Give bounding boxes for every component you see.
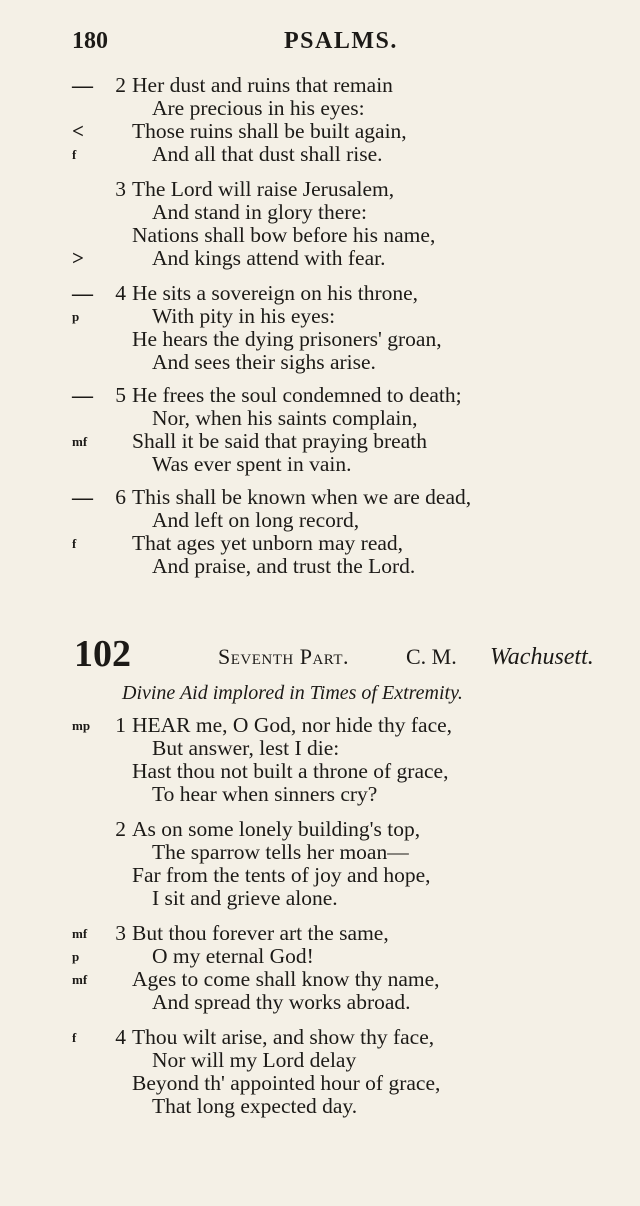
stanza [0, 282, 640, 374]
verse-line [0, 97, 640, 120]
verse-line [0, 887, 640, 910]
line-text: He frees the soul condemned to death; [132, 383, 462, 407]
page-header [0, 28, 640, 58]
verse-line [0, 351, 640, 374]
dynamic-mark: f [72, 1030, 77, 1045]
line-text: And spread thy works abroad. [152, 990, 411, 1014]
line-text: As on some lonely building's top, [132, 817, 421, 841]
line-text: And stand in glory there: [152, 200, 367, 224]
line-text: I sit and grieve alone. [152, 886, 338, 910]
stanza [0, 1026, 640, 1118]
dynamic-mark: p [72, 309, 80, 324]
verse-line [0, 1049, 640, 1072]
verse-line [0, 407, 640, 430]
verse-line [0, 841, 640, 864]
line-text: This shall be known when we are dead, [132, 485, 472, 509]
line-text: Was ever spent in vain. [152, 452, 352, 476]
verse-line [0, 247, 640, 270]
verse-line [0, 737, 640, 760]
dynamic-mark: mf [72, 972, 88, 987]
dynamic-mark: mp [72, 718, 91, 733]
hymn-part: Seventh Part. [218, 644, 350, 669]
line-text: But thou forever art the same, [132, 921, 389, 945]
page-number: 180 [72, 28, 108, 54]
dynamic-mark: — [72, 281, 93, 305]
verse-line [0, 991, 640, 1014]
line-text: But answer, lest I die: [152, 736, 340, 760]
dynamic-mark: f [72, 147, 77, 162]
hymn-heading [0, 632, 640, 676]
stanza [0, 178, 640, 270]
dynamic-mark: mf [72, 434, 88, 449]
dynamic-mark: — [72, 73, 93, 97]
verse-line [0, 509, 640, 532]
stanza-number: 2 [115, 817, 126, 841]
line-text: Those ruins shall be built again, [132, 119, 407, 143]
stanza [0, 384, 640, 476]
line-text: And praise, and trust the Lord. [152, 554, 416, 578]
verse-line [0, 328, 640, 351]
verse-line [0, 1072, 640, 1095]
line-text: Nations shall bow before his name, [132, 223, 436, 247]
line-text: To hear when sinners cry? [152, 782, 378, 806]
dynamic-mark: < [72, 119, 84, 143]
dynamic-mark: — [72, 383, 93, 407]
verse-line [0, 1095, 640, 1118]
verse-line [0, 143, 640, 166]
verse-line [0, 120, 640, 143]
stanza-number: 2 [115, 73, 126, 97]
stanza [0, 922, 640, 1014]
stanza-number: 3 [115, 921, 126, 945]
line-text: And all that dust shall rise. [152, 142, 383, 166]
dynamic-mark: mf [72, 926, 88, 941]
line-text: Hast thou not built a throne of grace, [132, 759, 449, 783]
dynamic-mark: — [72, 485, 93, 509]
verse-line [0, 760, 640, 783]
verse-line [0, 1026, 640, 1049]
line-text: Her dust and ruins that remain [132, 73, 393, 97]
stanza [0, 74, 640, 166]
verse-line [0, 384, 640, 407]
line-text: He hears the dying prisoners' groan, [132, 327, 442, 351]
verse-line [0, 282, 640, 305]
stanza-number: 6 [115, 485, 126, 509]
stanza [0, 486, 640, 578]
verse-line [0, 783, 640, 806]
verse-line [0, 968, 640, 991]
line-text: And kings attend with fear. [152, 246, 386, 270]
stanza-number: 4 [115, 281, 126, 305]
verse-line [0, 453, 640, 476]
line-text: The sparrow tells her moan— [152, 840, 409, 864]
line-text: That long expected day. [152, 1094, 358, 1118]
line-text: Beyond th' appointed hour of grace, [132, 1071, 441, 1095]
line-text: With pity in his eyes: [152, 304, 336, 328]
verse-line [0, 486, 640, 509]
verse-line [0, 224, 640, 247]
dynamic-mark: f [72, 536, 77, 551]
line-text: He sits a sovereign on his throne, [132, 281, 419, 305]
verse-line [0, 714, 640, 737]
line-text: HEAR me, O God, nor hide thy face, [132, 713, 453, 737]
verse-line [0, 178, 640, 201]
stanza-number: 4 [115, 1025, 126, 1049]
dynamic-mark: > [72, 246, 84, 270]
line-text: And left on long record, [152, 508, 360, 532]
stanza-number: 1 [115, 713, 126, 737]
line-text: That ages yet unborn may read, [132, 531, 404, 555]
hymn-meter: C. M. [406, 644, 457, 669]
verse-line [0, 305, 640, 328]
stanza [0, 818, 640, 910]
verse-line [0, 922, 640, 945]
hymn-tune: Wachusett. [490, 644, 594, 670]
stanza-number: 5 [115, 383, 126, 407]
line-text: O my eternal God! [152, 944, 314, 968]
hymn-number: 102 [74, 633, 131, 675]
line-text: Thou wilt arise, and show thy face, [132, 1025, 435, 1049]
verse-line [0, 555, 640, 578]
line-text: Nor, when his saints complain, [152, 406, 418, 430]
line-text: Far from the tents of joy and hope, [132, 863, 431, 887]
verse-line [0, 74, 640, 97]
line-text: And sees their sighs arise. [152, 350, 376, 374]
dynamic-mark: p [72, 949, 80, 964]
line-text: The Lord will raise Jerusalem, [132, 177, 395, 201]
verse-line [0, 430, 640, 453]
verse-line [0, 945, 640, 968]
line-text: Shall it be said that praying breath [132, 429, 427, 453]
line-text: Are precious in his eyes: [152, 96, 365, 120]
stanza-number: 3 [115, 177, 126, 201]
verse-line [0, 532, 640, 555]
line-text: Ages to come shall know thy name, [132, 967, 440, 991]
running-head: PSALMS. [284, 28, 398, 54]
verse-line [0, 201, 640, 224]
verse-line [0, 818, 640, 841]
hymn-title: Divine Aid implored in Times of Extremity. [122, 682, 463, 704]
stanza [0, 714, 640, 806]
verse-line [0, 864, 640, 887]
line-text: Nor will my Lord delay [152, 1048, 357, 1072]
